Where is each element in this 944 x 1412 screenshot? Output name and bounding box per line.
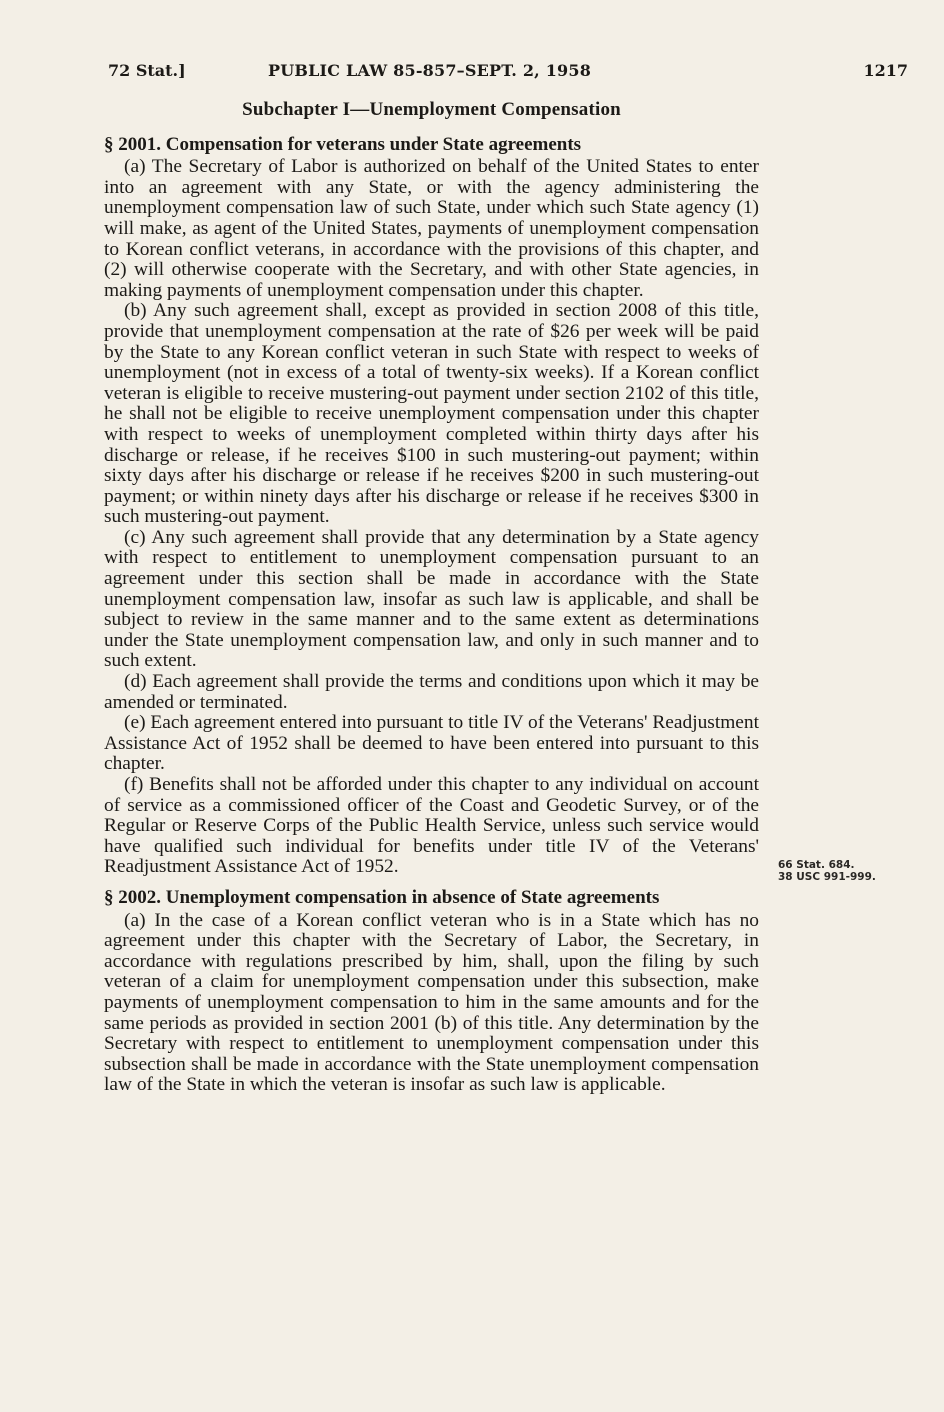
section-2002-heading: § 2002. Unemployment compensation in absence of State agreements (104, 886, 660, 908)
margin-citation-stat: 66 Stat. 684. (778, 859, 855, 871)
page-number: 1217 (863, 61, 908, 80)
margin-citation-usc: 38 USC 991-999. (778, 871, 876, 883)
section-2001-para-f: (f) Benefits shall not be afforded under this chapter to any individual on account of service as a commissioned officer of the Coast and Geodetic Survey, or of the Regular or Reserve Corps of the Public Health Service, unless such service would have qualified such individual for benefits under title IV of the Veterans' Readjustment Assistance Act of 1952. (104, 774, 759, 878)
header-title: PUBLIC LAW 85-857–SEPT. 2, 1958 (268, 61, 592, 80)
section-2002-para-a: (a) In the case of a Korean conflict veteran who is in a State which has no agreement under this chapter with the Secretary of Labor, the Secretary, in accordance with regulations prescribed by him, shall, upon the filing by such veteran of a claim for unemployment compensation under this subsection, make payments of unemployment compensation to him in the same amounts and for the same periods as provided in section 2001 (b) of this title. Any determination by the Secretary with respect to entitlement to unemployment compensation under this subsection shall be made in accordance with the State unemployment compensation law of the State in which the veteran is insofar as such law is applicable. (104, 909, 759, 1096)
margin-citation (778, 859, 876, 883)
section-2001-para-e: (e) Each agreement entered into pursuant to title IV of the Veterans' Readjustment Assistance Act of 1952 shall be deemed to have been entered into pursuant to this chapter. (104, 712, 759, 775)
page-body (104, 100, 759, 1096)
running-header (108, 61, 908, 85)
section-2001-para-a: (a) The Secretary of Labor is authorized on behalf of the United States to enter into an agreement with any State, or with the agency administering the unemployment compensation law of such State, under which such State agency (1) will make, as agent of the United States, payments of unemployment compensation to Korean conflict veterans, in accordance with the provisions of this chapter, and (2) will otherwise cooperate with the Secretary, and with other State agencies, in making payments of unemployment compensation under this chapter. (104, 156, 759, 301)
section-2001-para-d: (d) Each agreement shall provide the terms and conditions upon which it may be amended or terminated. (104, 671, 759, 713)
section-2001-para-b: (b) Any such agreement shall, except as provided in section 2008 of this title, provide that unemployment compensation at the rate of $26 per week will be paid by the State to any Korean conflict veteran in such State with respect to weeks of unemployment (not in excess of a total of twenty-six weeks). If a Korean conflict veteran is eligible to receive mustering-out payment under section 2102 of this title, he shall not be eligible to receive unemployment compensation under this chapter with respect to weeks of unemployment completed within thirty days after his discharge or release, if he receives $100 in such mustering-out payment; within sixty days after his discharge or release if he receives $200 in such mustering-out payment; or within ninety days after his discharge or release if he receives $300 in such mustering-out payment. (104, 300, 759, 528)
subchapter-title: Subchapter I—Unemployment Compensation (242, 99, 621, 120)
section-2001-heading: § 2001. Compensation for veterans under State agreements (104, 133, 582, 155)
statute-volume: 72 Stat.] (108, 61, 186, 80)
section-2001-para-c: (c) Any such agreement shall provide that any determination by a State agency with respect to entitlement to unemployment compensation pursuant to an agreement under this section shall be made in accordance with the State unemployment compensation law, insofar as such law is applicable, and shall be subject to review in the same manner and to the same extent as determinations under the State unemployment compensation law, and only in such manner and to such extent. (104, 526, 759, 672)
